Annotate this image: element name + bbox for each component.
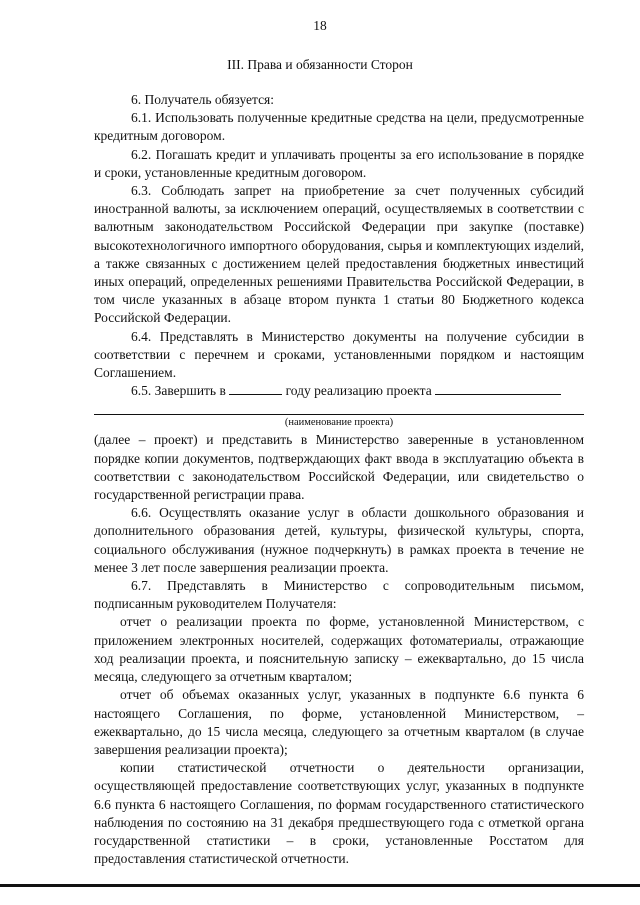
document-body	[94, 91, 584, 868]
page-number: 18	[313, 18, 327, 33]
clause-6-7-item-project-report: отчет о реализации проекта по форме, установленной Министерством, с приложением электронных носителей, содержащих фотоматериалы, отражающие ход реализации проекта, и пояснительную записку – ежеквартально, до 15 числа месяца, следующего за отчетным кварталом;	[94, 614, 584, 685]
clause-6-4: 6.4. Представлять в Министерство документы на получение субсидии в соответствии с перечнем и сроками, установленными порядком и настоящим Соглашением.	[94, 328, 584, 381]
project-name-fill-line[interactable]	[94, 413, 584, 415]
project-name-blank-field[interactable]	[435, 382, 561, 395]
bottom-border-line	[0, 884, 640, 887]
clause-6-5-start: 6.5. Завершить в	[131, 383, 226, 399]
clause-6-7-item-services-report: отчет об объемах оказанных услуг, указанных в подпункте 6.6 пункта 6 настоящего Соглашения, по форме, установленной Министерством, – ежеквартально, до 15 числа месяца, следующего за отчетным кварталом (в случае завершения реализации проекта);	[94, 687, 584, 757]
clause-6-7-item-statistics-copies: копии статистической отчетности о деятельности организации, осуществляющей предоставление соответствующих услуг, указанных в подпункте 6.6 пункта 6 настоящего Соглашения, по формам государственного статистического наблюдения по состоянию на 31 декабря предшествующего года с отметкой органа государственной статистики – в сроки, установленные Росстатом для предоставления статистической отчетности.	[94, 760, 584, 867]
clause-6-6: 6.6. Осуществлять оказание услуг в области дошкольного образования и дополнительного образования детей, культуры, физической культуры, спорта, социального обслуживания (нужное подчеркнуть) в рамках проекта в течение не менее 3 лет после завершения реализации проекта.	[94, 505, 584, 575]
clause-6-3: 6.3. Соблюдать запрет на приобретение за счет полученных субсидий иностранной валюты, за исключением операций, осуществляемых в соответствии с валютным законодательством Российской Федерации при закупке (поставке) высокотехнологичного импортного оборудования, сырья и комплектующих изделий, а также связанных с достижением целей предоставления бюджетных инвестиций иных операций, определенных решениями Правительства Российской Федерации, в том числе указанных в абзаце втором пункта 1 статьи 80 Бюджетного кодекса Российской Федерации.	[94, 183, 584, 326]
clause-6-5-mid: году реализацию проекта	[285, 383, 432, 399]
project-name-caption: (наименование проекта)	[284, 417, 394, 429]
year-blank-field[interactable]	[229, 382, 282, 395]
section-title: III. Права и обязанности Сторон	[227, 57, 413, 72]
clause-6: 6. Получатель обязуется:	[131, 92, 275, 107]
clause-6-5-continuation: (далее – проект) и представить в Министерство заверенные в установленном порядке копии документов, подтверждающих факт ввода в эксплуатацию объекта в соответствии с законодательством Российской Федерации, или свидетельство о государственной регистрации права.	[94, 432, 584, 503]
clause-6-7: 6.7. Представлять в Министерство с сопроводительным письмом, подписанным руководителем Получателя:	[94, 578, 584, 612]
clause-6-2: 6.2. Погашать кредит и уплачивать проценты за его использование в порядке и сроки, установленные кредитным договором.	[94, 146, 584, 180]
clause-6-5	[94, 382, 584, 400]
clause-6-1: 6.1. Использовать полученные кредитные средства на цели, предусмотренные кредитным договором.	[94, 110, 584, 144]
